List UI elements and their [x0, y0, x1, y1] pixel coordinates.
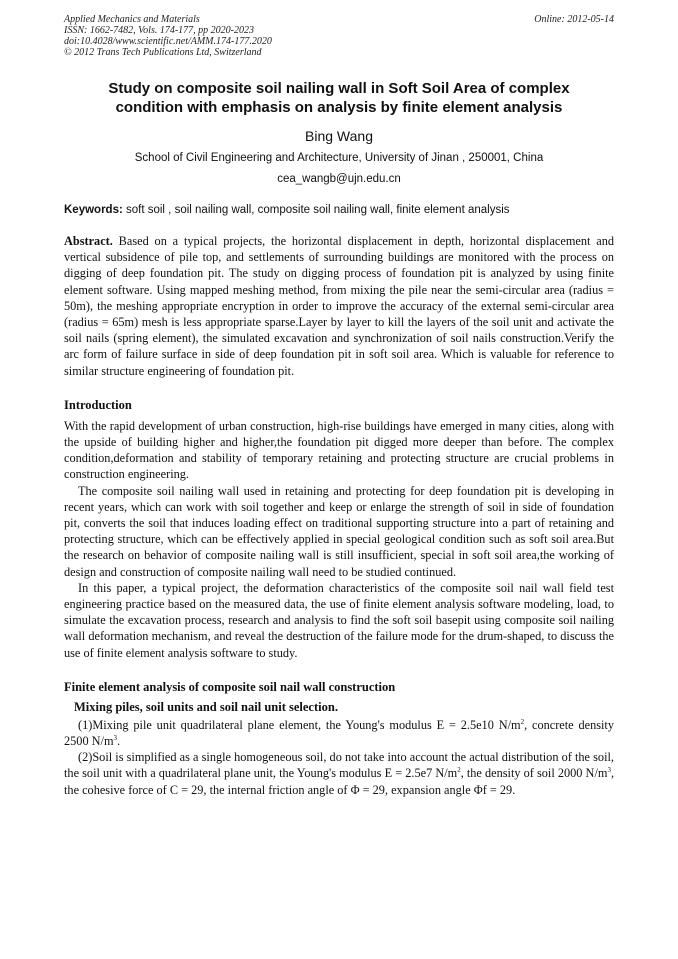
affiliation: School of Civil Engineering and Architecture, University of Jinan , 250001, China [134, 152, 544, 164]
item2-sup2: 3 [607, 766, 611, 775]
copyright-line: © 2012 Trans Tech Publications Ltd, Switzerland [64, 47, 262, 58]
author-email: cea_wangb@ujn.edu.cn [277, 173, 401, 185]
fea-item-2 [64, 749, 614, 798]
item2-sup: 2 [457, 766, 461, 775]
abstract-text: Based on a typical projects, the horizontal displacement in depth, horizontal displacement and vertical subsidence of pile top, and settlements of surrounding buildings are monitored with the process on digging of deep foundation pit. The study on digging process of foundation pit is analyzed by using finite element software. Using mapped meshing method, from mixing the pile near the semi-circular area (radius = 50m), the meshing appropriate encryption in order to improve the accuracy of the external semi-circular area (radius = 65m) mesh is less appropriate sparse.Layer by layer to kill the layers of the soil unit and activate the soil nails (spring element), the simulated excavation and synchronization of soil nails construction.Verify the arc form of failure surface in side of deep foundation pit in soft soil area. Which is valuable for reference to similar structure engineering of foundation pit. [64, 234, 615, 378]
item1-sup2: 3 [113, 733, 118, 742]
abstract [64, 233, 614, 379]
author-name: Bing Wang [305, 128, 373, 144]
journal-header [64, 14, 614, 58]
intro-paragraph-3: In this paper, a typical project, the deformation characteristics of the composite soil nail wall field test engineering practice based on the measured data, the use of finite element analysis software modeling, load, to simulate the excavation process, research and analysis to find the soft soil basepit using composite soil nailing wall deformation mechanism, and reveal the destruction of the failure mode for the drum-shaped, to discuss the use of finite element analysis software to study. [64, 580, 614, 660]
fea-heading: Finite element analysis of composite soil nail wall construction [64, 679, 396, 694]
keywords-text: soft soil , soil nailing wall, composite soil nailing wall, finite element analysis [126, 204, 510, 216]
item2-text-a: (2)Soil is simplified as a single homogeneous soil, do not take into account the actual distribution of the soil, the soil unit with a quadrilateral plane unit, the Young's modulus E = 2.5e7 N/m [64, 750, 614, 781]
item1-text-b: , concrete density 2500 [64, 717, 614, 749]
issn-line: ISSN: 1662-7482, Vols. 174-177, pp 2020-2023 [64, 25, 254, 36]
fea-subheading: Mixing piles, soil units and soil nail unit selection. [74, 699, 338, 714]
journal-name: Applied Mechanics and Materials [64, 14, 200, 25]
doi-line: doi:10.4028/www.scientific.net/AMM.174-177.2020 [64, 36, 272, 47]
item1-text-a: (1)Mixing pile unit quadrilateral plane element, the Young's modulus E = 2.5e10 [78, 717, 499, 732]
keywords-label: Keywords: [64, 204, 123, 216]
intro-paragraph-1: With the rapid development of urban construction, high-rise buildings have emerged in many cities, along with the upside of building higher and higher,the foundation pit digged more deeper than before. The complex condition,deformation and stability of temporary retaining and protecting structure are crucial problems in construction engineering. [64, 418, 614, 482]
item1-unit: N/m [498, 717, 521, 732]
item2-text-b: , the density of soil 2000 N/m [460, 766, 608, 781]
fea-item-1: (1)Mixing pile unit quadrilateral plane element, the Young's modulus E = 2.5e10 $N/m^2$, concrete density 2500 $N/m^3$. [64, 717, 614, 749]
keywords [64, 204, 614, 216]
introduction-heading: Introduction [64, 397, 132, 412]
item2-text-c: , the cohesive force of C = 29, the internal friction angle of Φ = 29, expansion angle Φf = 29. [64, 766, 615, 797]
item1-sup: 2 [520, 717, 525, 726]
intro-paragraph-2: The composite soil nailing wall used in retaining and protecting for deep foundation pit is developing in recent years, which can work with soil together and keep or enlarge the strength of soil in side of foundation pit, converts the soil that induces loading effect on traditional supporting structure into a part of retaining and protecting structure, which can be effectively applied in special geological condition such as soft soil area.But the research on behavior of composite nailing wall is still insufficient, special in soft soil area,the working of design and construction of composite nailing wall need to be studied continued. [64, 483, 614, 579]
abstract-label: Abstract. [64, 234, 113, 248]
paper-page [64, 14, 614, 798]
paper-title: Study on composite soil nailing wall in Soft Soil Area of complex condition with emphasis on analysis by finite element analysis [108, 80, 570, 116]
online-date: Online: 2012-05-14 [534, 14, 614, 25]
item1-unit2: N/m [91, 734, 114, 749]
